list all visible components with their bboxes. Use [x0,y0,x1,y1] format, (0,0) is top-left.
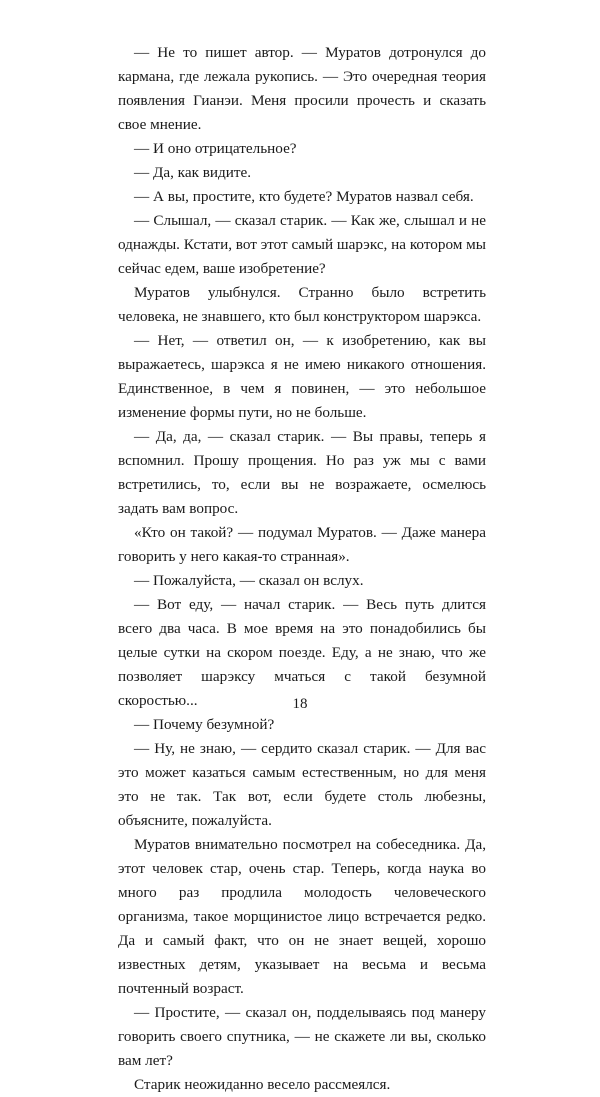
paragraph: — Не то пишет автор. — Муратов дотронулся до кармана, где лежала рукопись. — Это очередная теория появления Гианэи. Меня просили прочесть и сказать свое мнение. [118,44,486,133]
paragraph: — Вот еду, — начал старик. — Весь путь длится всего два часа. В мое время на это понадобились бы целые сутки на скором поезде. Еду, а не знаю, что же позволяет шарэксу мчаться с такой безумной скоростью... [118,596,486,709]
paragraph: — Да, как видите. [134,164,252,181]
paragraph: — А вы, простите, кто будете? Муратов назвал себя. [134,188,474,205]
paragraph: Муратов улыбнулся. Странно было встретить человека, не знавшего, кто был конструктором шарэкса. [118,284,486,325]
paragraph: «Кто он такой? — подумал Муратов. — Даже манера говорить у него какая-то странная». [118,524,486,565]
paragraph: Старик неожиданно весело рассмеялся. [134,1076,391,1093]
paragraph: — Почему безумной? [134,716,275,733]
paragraph: — Да, да, — сказал старик. — Вы правы, теперь я вспомнил. Прошу прощения. Но раз уж мы с вами встретились, то, если вы не возражаете, осмелюсь задать вам вопрос. [118,428,486,517]
paragraph: — Ну, не знаю, — сердито сказал старик. — Для вас это может казаться самым естественным, но для меня это не так. Так вот, если будете столь любезны, объясните, пожалуйста. [118,740,486,829]
paragraph: — Простите, — сказал он, подделываясь под манеру говорить своего спутника, — не скажете ли вы, сколько вам лет? [118,1004,486,1069]
page-body-text [118,41,486,1097]
paragraph: — Пожалуйста, — сказал он вслух. [134,572,364,589]
page-number: 18 [292,696,308,712]
paragraph: Муратов внимательно посмотрел на собеседника. Да, этот человек стар, очень стар. Теперь, когда наука во много раз продлила молодость человеческого организма, такое морщинистое лицо встречается редко. Да и самый факт, что он не знает вещей, хорошо известных детям, указывает на весьма и весьма почтенный возраст. [118,836,486,997]
paragraph: — Нет, — ответил он, — к изобретению, как вы выражаетесь, шарэкса я не имею никакого отношения. Единственное, в чем я повинен, — это небольшое изменение формы пути, но не больше. [118,332,486,421]
paragraph: — И оно отрицательное? [134,140,297,157]
paragraph: — Слышал, — сказал старик. — Как же, слышал и не однажды. Кстати, вот этот самый шарэкс, на котором мы сейчас едем, ваше изобретение? [118,212,486,277]
